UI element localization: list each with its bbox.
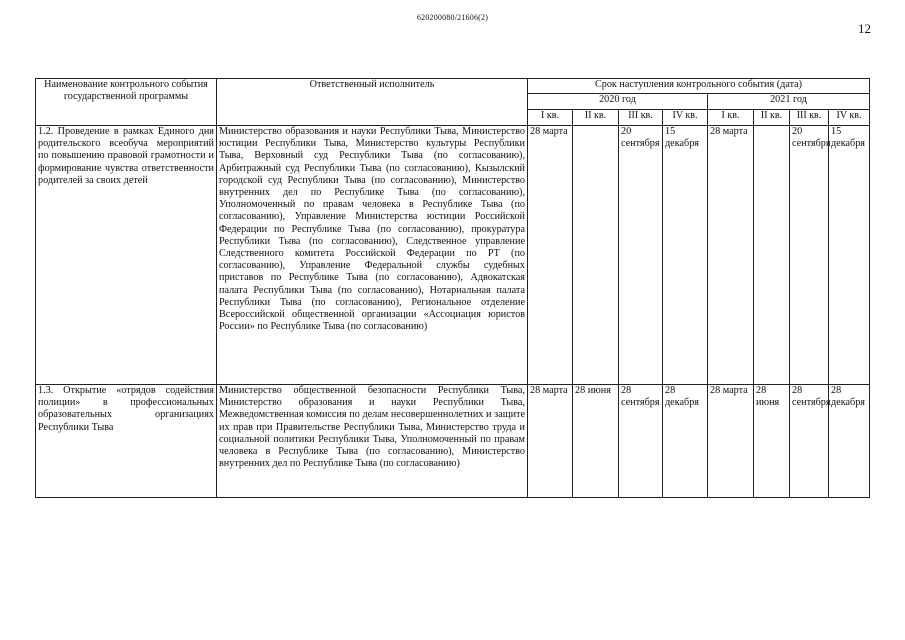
- table-row: [36, 385, 870, 498]
- header-quarter: III кв.: [790, 110, 829, 126]
- date-cell: [573, 126, 619, 385]
- document-id: 620200080/21606(2): [416, 13, 489, 22]
- header-quarter: IV кв.: [663, 110, 708, 126]
- date-cell: 28 декабря: [663, 385, 708, 498]
- control-events-table: [35, 78, 870, 498]
- header-quarter: II кв.: [573, 110, 619, 126]
- header-quarter: II кв.: [754, 110, 790, 126]
- date-cell: 15 декабря: [663, 126, 708, 385]
- date-cell: 15 декабря: [829, 126, 870, 385]
- header-year-2021: 2021 год: [708, 94, 870, 110]
- date-cell: 28 июня: [754, 385, 790, 498]
- executor-cell: Министерство образования и науки Республики Тыва, Министерство юстиции Республики Тыва, Министерство культуры Республики Тыва, Верховный суд Республики Тыва (по согласованию), Арбитражный суд Республики Тыва (по согласованию), Кызылский городской суд Республики Тыва (по согласованию), Министерство внутренних дел по Республике Тыва (по согласованию), Уполномоченный по правам человека в Республике Тыва (по согласованию), Управление Министерства юстиции Российской Федерации по Республике Тыва (по согласованию), прокуратура Республики Тыва (по согласованию), Следственное управление Следственного комитета Российской Федерации по РТ (по согласованию), Управление Федеральной службы судебных приставов по Республике Тыва (по согласованию), Адвокатская палата Республики Тыва (по согласованию), Нотариальная палата Республики Тыва (по согласованию), Региональное отделение Всероссийской общественной организации «Ассоциация юристов России» по Республике Тыва (по согласованию): [217, 126, 528, 385]
- executor-cell: Министерство общественной безопасности Республики Тыва, Министерство образования и науки Республики Тыва, Межведомственная комиссия по делам несовершеннолетних и защите их прав при Правительстве Республики Тыва, Министерство труда и социальной политики Республики Тыва, Уполномоченный по правам человека в Республике Тыва (по согласованию), Министерство внутренних дел по Республике Тыва (по согласованию): [217, 385, 528, 498]
- date-cell: 28 сентября: [790, 385, 829, 498]
- event-name: 1.3. Открытие «отрядов содействия полиции» в профессиональных образовательных организациях Республики Тыва: [36, 385, 217, 498]
- date-cell: [754, 126, 790, 385]
- header-quarter: I кв.: [528, 110, 573, 126]
- date-cell: 28 марта: [528, 385, 573, 498]
- header-year-2020: 2020 год: [528, 94, 708, 110]
- header-quarter: III кв.: [619, 110, 663, 126]
- date-cell: 28 марта: [528, 126, 573, 385]
- header-quarter: IV кв.: [829, 110, 870, 126]
- date-cell: 28 марта: [708, 385, 754, 498]
- date-cell: 28 марта: [708, 126, 754, 385]
- table-row: [36, 126, 870, 385]
- date-cell: 28 декабря: [829, 385, 870, 498]
- page-number: 12: [858, 21, 871, 36]
- header-quarter: I кв.: [708, 110, 754, 126]
- header-deadline: Срок наступления контрольного события (дата): [528, 79, 870, 94]
- date-cell: 20 сентября: [790, 126, 829, 385]
- date-cell: 28 сентября: [619, 385, 663, 498]
- header-executor: Ответственный исполнитель: [217, 79, 528, 126]
- event-name: 1.2. Проведение в рамках Единого дня родительского всеобуча мероприятий по повышению правовой грамотности и формирование чувства ответственности родителей за своих детей: [36, 126, 217, 385]
- date-cell: 20 сентября: [619, 126, 663, 385]
- date-cell: 28 июня: [573, 385, 619, 498]
- header-event-name: Наименование контрольного события государственной программы: [36, 79, 217, 126]
